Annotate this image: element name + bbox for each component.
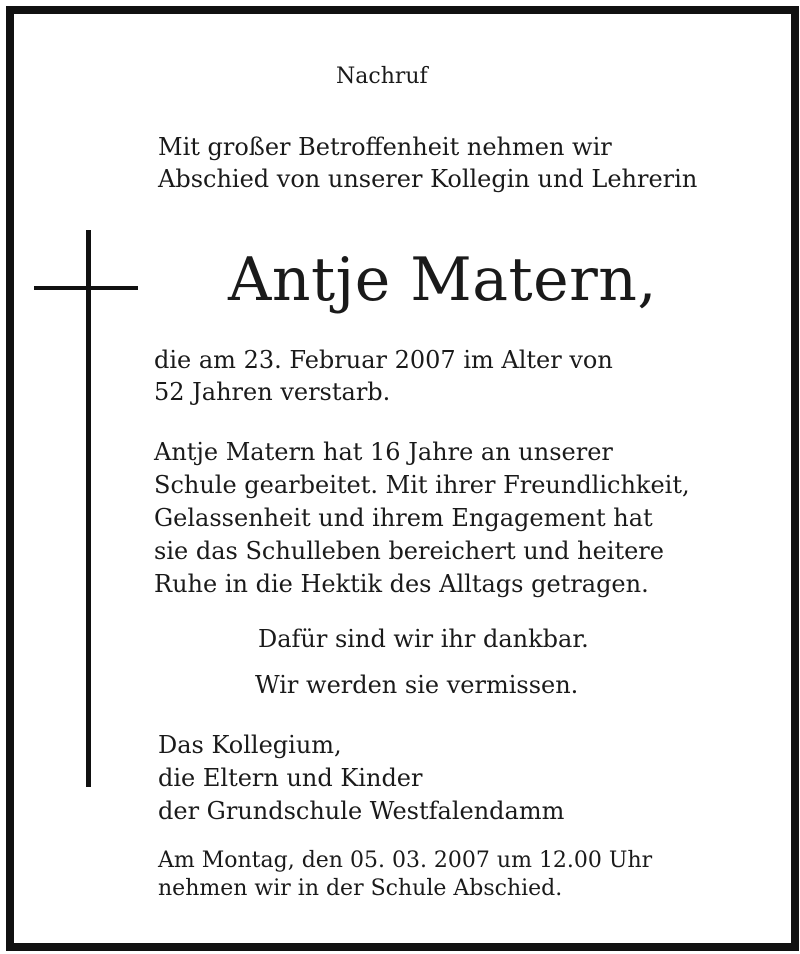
tribute-line: Ruhe in die Hektik des Alltags getragen.: [154, 570, 649, 598]
service-info: [158, 847, 652, 903]
service-line: nehmen wir in der Schule Abschied.: [158, 876, 563, 901]
deceased-name: Antje Matern,: [228, 245, 657, 315]
cross-icon-crossbar: [34, 286, 138, 290]
signatory-line: die Eltern und Kinder: [158, 764, 423, 792]
death-line: 52 Jahren verstarb.: [154, 378, 391, 406]
thanks-line: Dafür sind wir ihr dankbar.: [258, 625, 589, 653]
intro-text: [158, 131, 697, 195]
signatories: [158, 729, 564, 828]
signatory-line: Das Kollegium,: [158, 731, 342, 759]
tribute-line: Gelassenheit und ihrem Engagement hat: [154, 504, 653, 532]
service-line: Am Montag, den 05. 03. 2007 um 12.00 Uhr: [158, 848, 653, 873]
intro-line: Abschied von unserer Kollegin und Lehrerin: [158, 165, 698, 193]
intro-line: Mit großer Betroffenheit nehmen wir: [158, 133, 612, 161]
death-details: [154, 344, 613, 408]
tribute-paragraph: [154, 436, 690, 601]
tribute-line: sie das Schulleben bereichert und heitere: [154, 537, 664, 565]
signatory-line: der Grundschule Westfalendamm: [158, 797, 565, 825]
tribute-line: Schule gearbeitet. Mit ihrer Freundlichkeit,: [154, 471, 690, 499]
notice-heading: Nachruf: [336, 64, 428, 89]
death-line: die am 23. Februar 2007 im Alter von: [154, 346, 613, 374]
tribute-line: Antje Matern hat 16 Jahre an unserer: [154, 438, 613, 466]
miss-line: Wir werden sie vermissen.: [255, 671, 579, 699]
cross-icon: [86, 230, 91, 787]
